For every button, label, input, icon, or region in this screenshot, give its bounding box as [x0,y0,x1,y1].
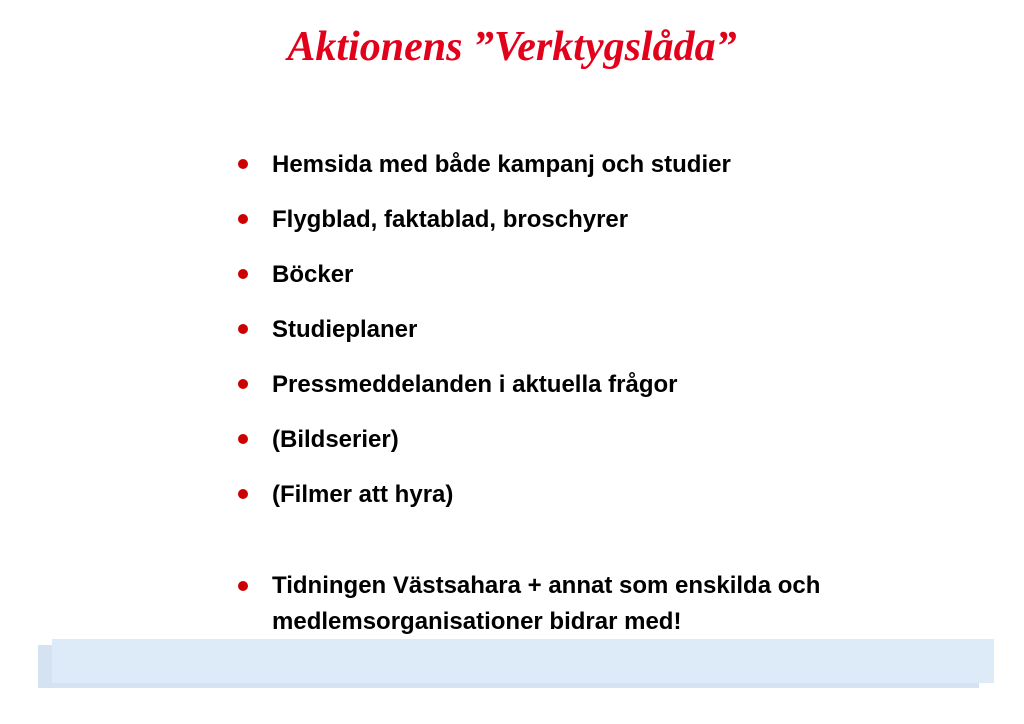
bullet-item [236,366,936,403]
bullet-list [236,146,936,658]
bullet-dot-icon [238,379,248,389]
bullet-dot-icon [238,214,248,224]
bullet-dot-icon [238,269,248,279]
bullet-text: Pressmeddelanden i aktuella frågor [272,371,678,398]
bullet-dot-icon [238,489,248,499]
bullet-text: Böcker [272,261,354,288]
bullet-item [236,146,936,183]
bullet-item [236,311,936,348]
bullet-text: Tidningen Västsahara + annat som enskilda och medlemsorganisationer bidrar med! [272,572,821,635]
bullet-item [236,568,936,640]
bullet-text: Studieplaner [272,316,418,343]
bullet-text: (Filmer att hyra) [272,481,454,508]
bullet-dot-icon [238,159,248,169]
bullet-item [236,476,936,513]
bullet-item [236,201,936,238]
bullet-dot-icon [238,434,248,444]
bullet-text: Hemsida med både kampanj och studier [272,151,731,178]
bullet-text: (Bildserier) [272,426,399,453]
bullet-item [236,421,936,458]
bullet-text: Flygblad, faktablad, broschyrer [272,206,629,233]
bullet-dot-icon [238,324,248,334]
bullet-item [236,256,936,293]
bullet-dot-icon [238,581,248,591]
slide-title: Aktionens ”Verktygslåda” [287,24,737,70]
